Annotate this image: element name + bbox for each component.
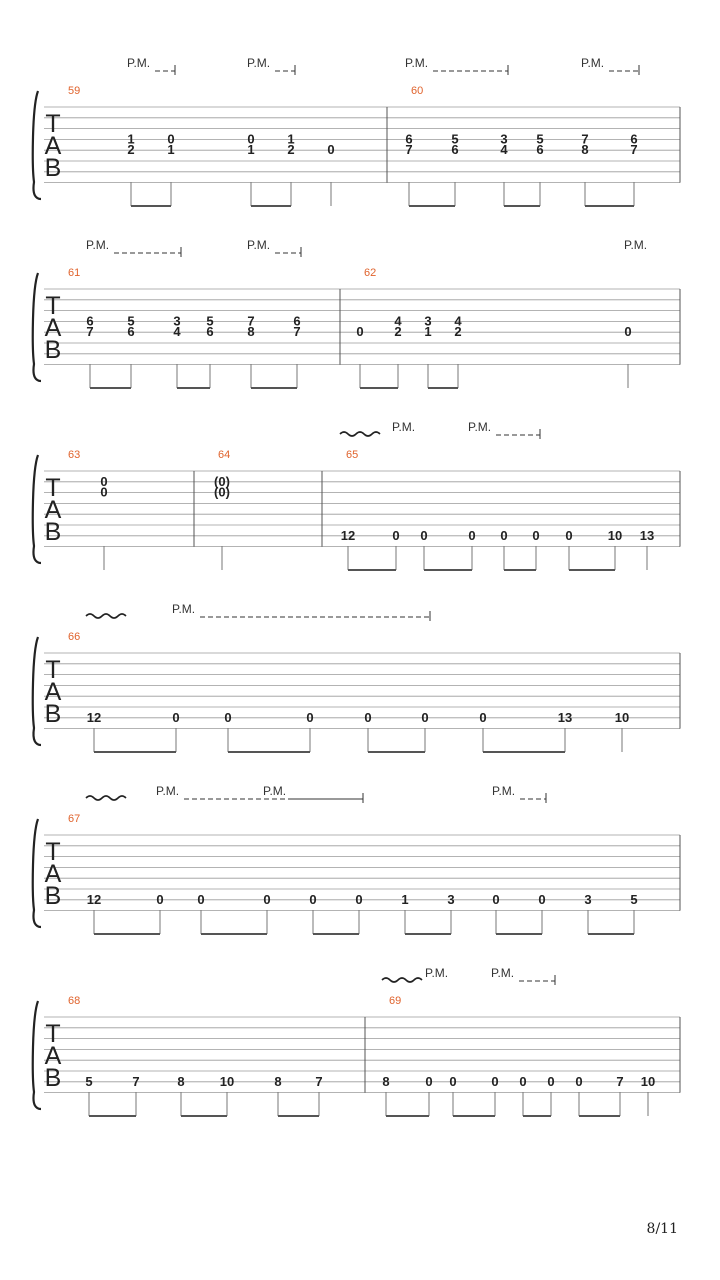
tab-clef-letter: T — [45, 1020, 61, 1048]
fret-number: (0) — [214, 484, 230, 500]
fret-number: 7 — [247, 313, 255, 329]
tab-clef-letter: B — [44, 518, 62, 546]
measure-number: 63 — [68, 449, 81, 461]
measure-number: 65 — [346, 449, 359, 461]
tab-clef-letter: A — [44, 314, 62, 342]
fret-number: 7 — [581, 131, 589, 147]
fret-number: 0 — [327, 142, 335, 158]
fret-number: 10 — [640, 1073, 656, 1089]
fret-number: 4 — [173, 324, 181, 340]
fret-number: 5 — [536, 131, 544, 147]
fret-number: 10 — [219, 1073, 235, 1089]
fret-number: 2 — [287, 142, 295, 158]
fret-number: 3 — [584, 891, 592, 907]
fret-number: 6 — [536, 142, 544, 158]
tab-clef-letter: T — [45, 474, 61, 502]
fret-number: 0 — [306, 709, 314, 725]
page-number: 8/11 — [646, 1221, 678, 1237]
fret-number: 0 — [356, 324, 364, 340]
measure-number: 67 — [68, 813, 81, 825]
measure-number: 61 — [68, 267, 81, 279]
fret-number: 1 — [424, 324, 432, 340]
fret-number: 6 — [293, 313, 301, 329]
fret-number: 0 — [500, 527, 508, 543]
fret-number: 1 — [287, 131, 295, 147]
fret-number: 0 — [309, 891, 317, 907]
fret-number: 6 — [630, 131, 638, 147]
palm-mute-label: P.M. — [263, 784, 287, 798]
fret-number: 0 — [420, 527, 428, 543]
fret-number: 0 — [156, 891, 164, 907]
measure-number: 59 — [68, 85, 81, 97]
fret-number: 8 — [274, 1073, 282, 1089]
vibrato-marking — [86, 796, 126, 800]
palm-mute-label: P.M. — [492, 784, 516, 798]
fret-number: 0 — [100, 473, 108, 489]
tab-clef-letter: A — [44, 678, 62, 706]
tab-clef-letter: T — [45, 838, 61, 866]
fret-number: 0 — [355, 891, 363, 907]
palm-mute-label: P.M. — [86, 238, 110, 252]
fret-number: 0 — [575, 1073, 583, 1089]
fret-number: 1 — [401, 891, 409, 907]
fret-number: 8 — [382, 1073, 390, 1089]
fret-number: 2 — [127, 142, 135, 158]
system-brace — [33, 819, 41, 927]
fret-number: 7 — [405, 142, 413, 158]
fret-number: 0 — [468, 527, 476, 543]
tab-clef-letter: T — [45, 110, 61, 138]
fret-number: 0 — [197, 891, 205, 907]
fret-number: 0 — [565, 527, 573, 543]
fret-number: 6 — [206, 324, 214, 340]
fret-number: 4 — [454, 313, 462, 329]
fret-number: 8 — [177, 1073, 185, 1089]
fret-number: 6 — [86, 313, 94, 329]
fret-number: 13 — [639, 527, 655, 543]
fret-number: 8 — [247, 324, 255, 340]
measure-number: 69 — [389, 995, 402, 1007]
fret-number: 0 — [263, 891, 271, 907]
tab-clef-letter: A — [44, 132, 62, 160]
fret-number: 7 — [616, 1073, 624, 1089]
fret-number: 0 — [425, 1073, 433, 1089]
fret-number: 3 — [447, 891, 455, 907]
system-brace — [33, 1001, 41, 1109]
fret-number: 0 — [167, 131, 175, 147]
measure-number: 66 — [68, 631, 81, 643]
fret-number: 5 — [451, 131, 459, 147]
tab-clef-letter: A — [44, 1042, 62, 1070]
tab-clef-letter: B — [44, 154, 62, 182]
fret-number: 12 — [86, 891, 102, 907]
fret-number: 0 — [364, 709, 372, 725]
fret-number: 4 — [500, 142, 508, 158]
fret-number: 5 — [85, 1073, 93, 1089]
fret-number: 4 — [394, 313, 402, 329]
fret-number: 10 — [607, 527, 623, 543]
fret-number: 8 — [581, 142, 589, 158]
fret-number: 5 — [630, 891, 638, 907]
palm-mute-label: P.M. — [392, 420, 416, 434]
fret-number: 0 — [100, 484, 108, 500]
fret-number: 3 — [173, 313, 181, 329]
tab-clef-letter: T — [45, 656, 61, 684]
fret-number: 7 — [86, 324, 94, 340]
palm-mute-label: P.M. — [247, 238, 271, 252]
palm-mute-label: P.M. — [581, 56, 605, 70]
fret-number: 6 — [127, 324, 135, 340]
fret-number: 1 — [167, 142, 175, 158]
fret-number: (0) — [214, 473, 230, 489]
palm-mute-label: P.M. — [172, 602, 196, 616]
fret-number: 7 — [630, 142, 638, 158]
fret-number: 7 — [293, 324, 301, 340]
tab-clef-letter: B — [44, 882, 62, 910]
tab-clef-letter: B — [44, 700, 62, 728]
palm-mute-label: P.M. — [156, 784, 180, 798]
fret-number: 0 — [519, 1073, 527, 1089]
fret-number: 0 — [491, 1073, 499, 1089]
fret-number: 6 — [451, 142, 459, 158]
fret-number: 0 — [224, 709, 232, 725]
fret-number: 0 — [492, 891, 500, 907]
fret-number: 7 — [132, 1073, 140, 1089]
palm-mute-label: P.M. — [405, 56, 429, 70]
measure-number: 62 — [364, 267, 377, 279]
fret-number: 5 — [127, 313, 135, 329]
palm-mute-label: P.M. — [425, 966, 449, 980]
fret-number: 0 — [538, 891, 546, 907]
system-brace — [33, 455, 41, 563]
fret-number: 0 — [532, 527, 540, 543]
fret-number: 2 — [394, 324, 402, 340]
fret-number: 0 — [392, 527, 400, 543]
fret-number: 1 — [127, 131, 135, 147]
fret-number: 10 — [614, 709, 630, 725]
fret-number: 0 — [624, 324, 632, 340]
palm-mute-label: P.M. — [624, 238, 648, 252]
tab-clef-letter: A — [44, 860, 62, 888]
palm-mute-label: P.M. — [247, 56, 271, 70]
measure-number: 64 — [218, 449, 231, 461]
fret-number: 3 — [500, 131, 508, 147]
measure-number: 68 — [68, 995, 81, 1007]
fret-number: 0 — [449, 1073, 457, 1089]
fret-number: 13 — [557, 709, 573, 725]
tab-clef-letter: B — [44, 1064, 62, 1092]
palm-mute-label: P.M. — [127, 56, 151, 70]
fret-number: 0 — [247, 131, 255, 147]
fret-number: 5 — [206, 313, 214, 329]
fret-number: 12 — [340, 527, 356, 543]
fret-number: 6 — [405, 131, 413, 147]
measure-number: 60 — [411, 85, 424, 97]
fret-number: 0 — [547, 1073, 555, 1089]
system-brace — [33, 273, 41, 381]
fret-number: 0 — [421, 709, 429, 725]
fret-number: 0 — [172, 709, 180, 725]
tab-clef-letter: B — [44, 336, 62, 364]
palm-mute-label: P.M. — [491, 966, 515, 980]
vibrato-marking — [382, 978, 422, 982]
fret-number: 3 — [424, 313, 432, 329]
tab-clef-letter: A — [44, 496, 62, 524]
fret-number: 1 — [247, 142, 255, 158]
fret-number: 7 — [315, 1073, 323, 1089]
fret-number: 12 — [86, 709, 102, 725]
system-brace — [33, 91, 41, 199]
tab-clef-letter: T — [45, 292, 61, 320]
palm-mute-label: P.M. — [468, 420, 492, 434]
system-brace — [33, 637, 41, 745]
fret-number: 2 — [454, 324, 462, 340]
vibrato-marking — [86, 614, 126, 618]
fret-number: 0 — [479, 709, 487, 725]
vibrato-marking — [340, 432, 380, 436]
